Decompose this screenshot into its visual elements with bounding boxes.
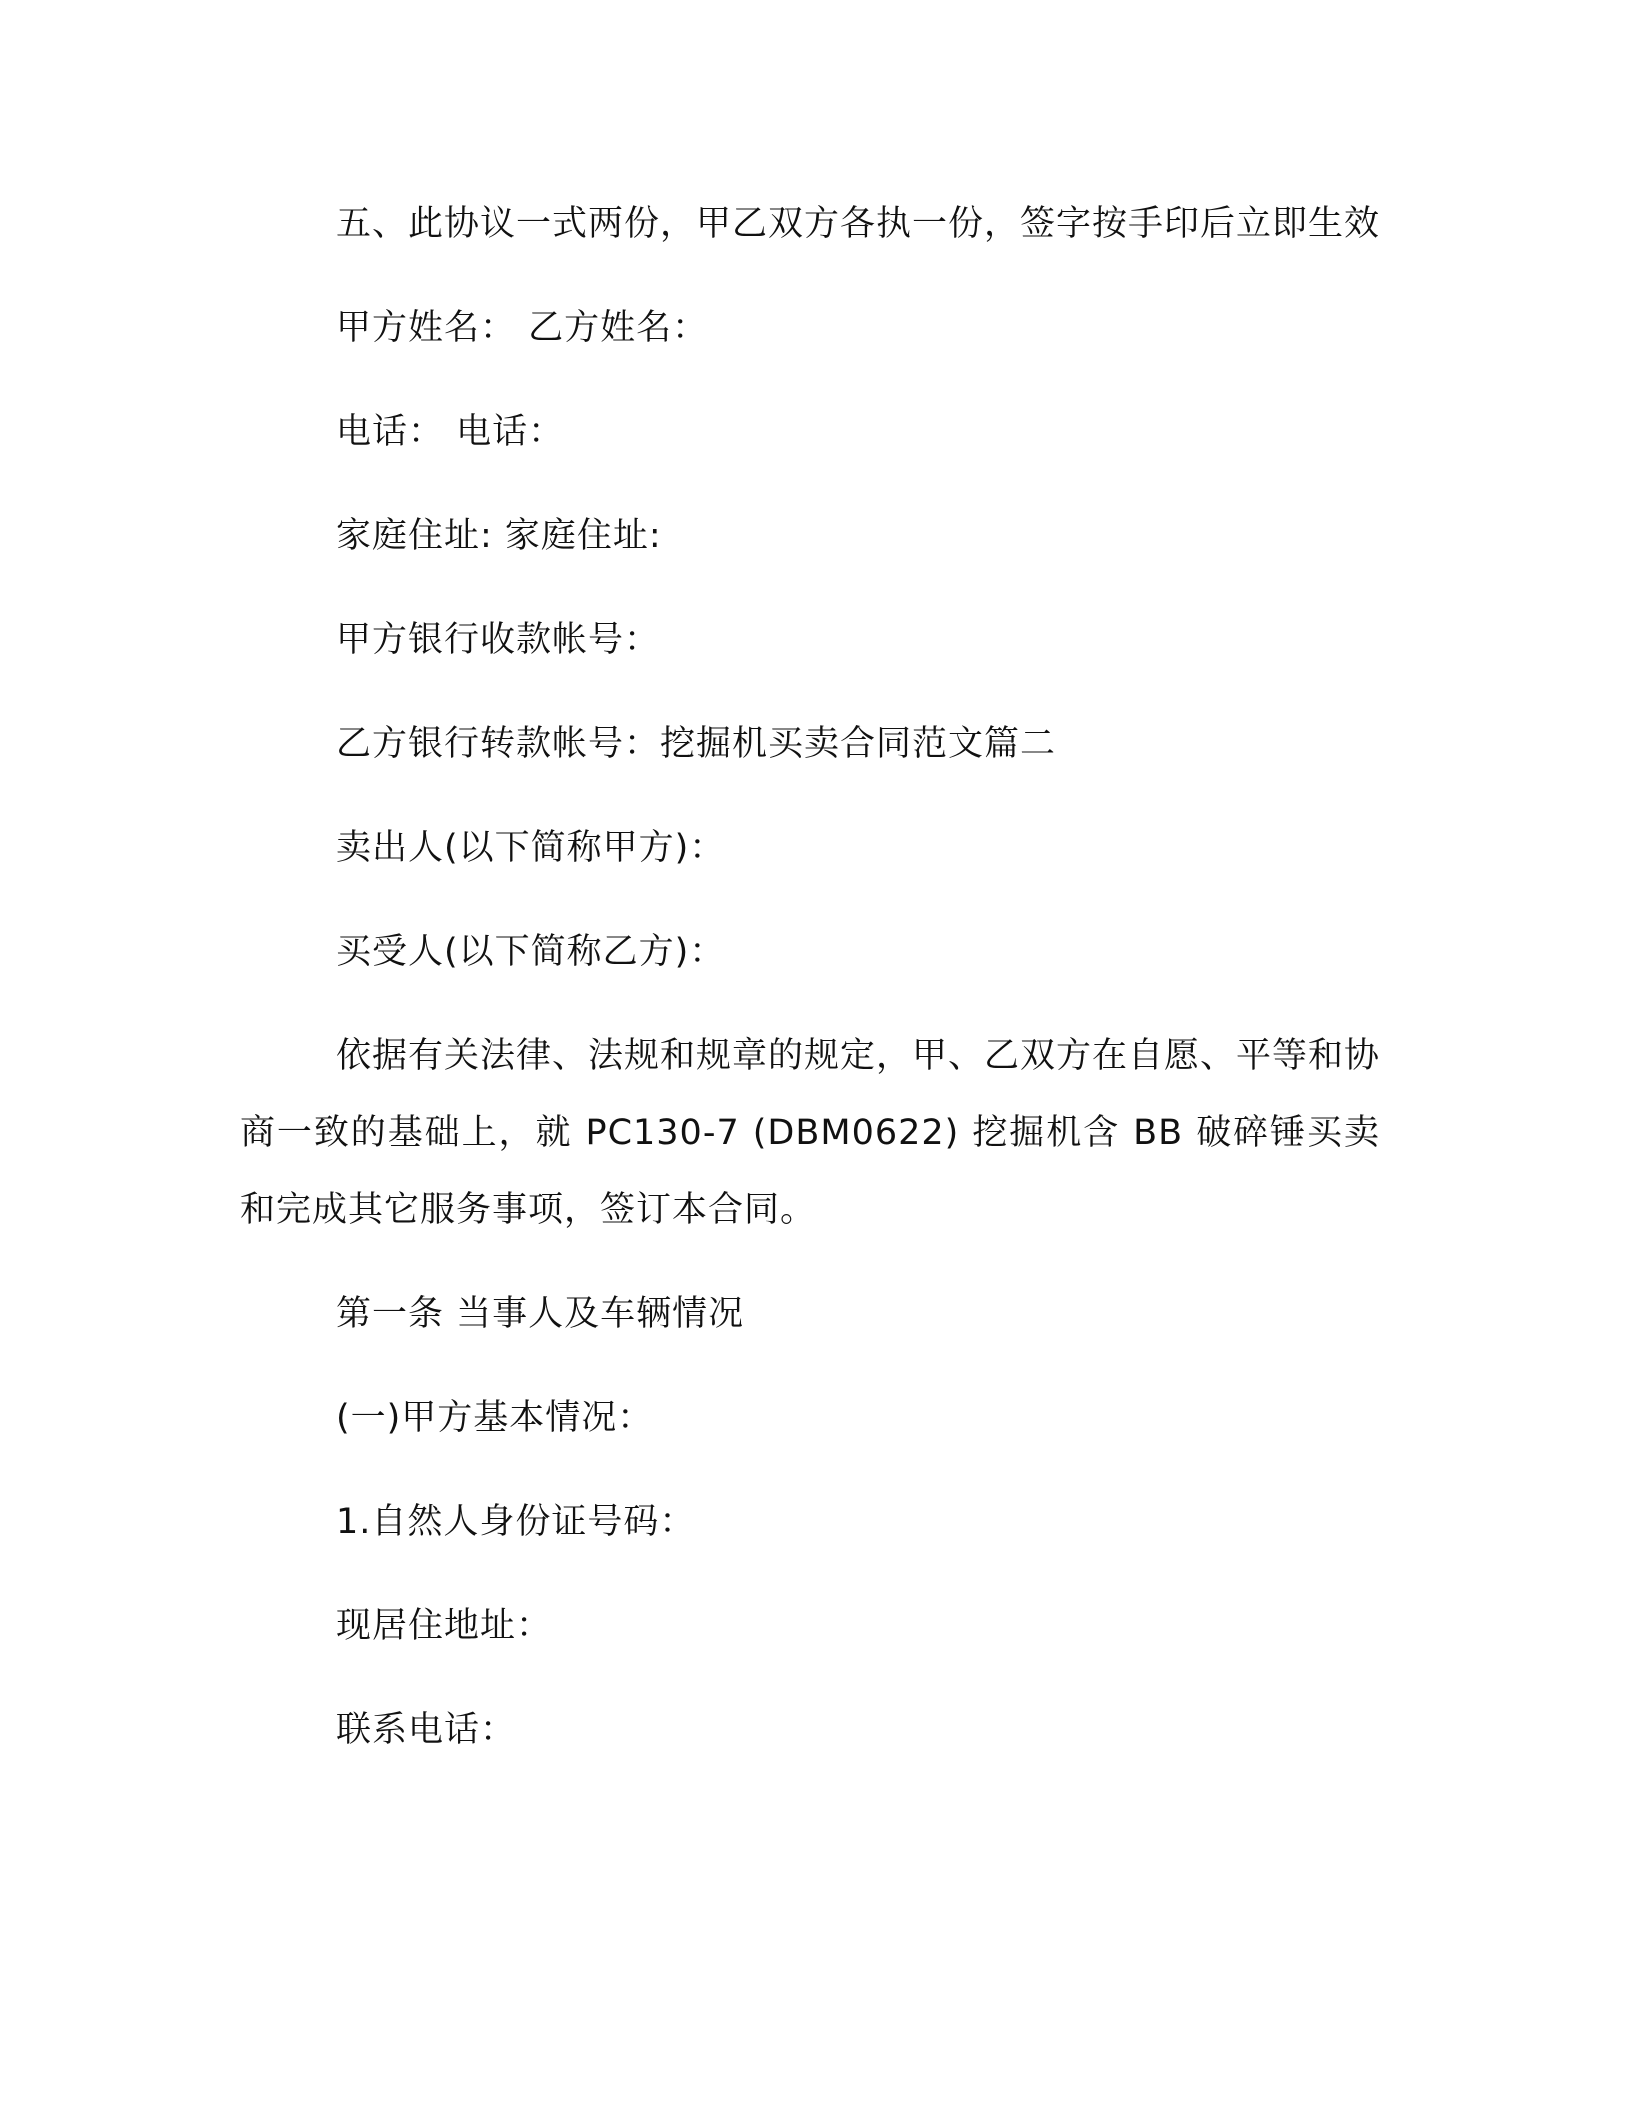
document-body — [240, 186, 1380, 1796]
paragraph-phones: 电话： 电话： — [336, 412, 565, 452]
paragraph-effectiveness-clause: 五、此协议一式两份，甲乙双方各执一份，签字按手印后立即生效 — [336, 204, 1381, 244]
paragraph-id-number: 1.自然人身份证号码： — [336, 1502, 696, 1542]
paragraph-seller: 卖出人(以下简称甲方)： — [336, 828, 726, 868]
paragraph-article-one-heading: 第一条 当事人及车辆情况 — [336, 1294, 745, 1334]
paragraph-contract-basis: 依据有关法律、法规和规章的规定，甲、乙双方在自愿、平等和协商一致的基础上，就 PC130-7 (DBM0622) 挖掘机含 BB 破碎锤买卖和完成其它服务事项，签订本合同。 — [240, 1036, 1381, 1230]
paragraph-buyer: 买受人(以下简称乙方)： — [336, 932, 726, 972]
paragraph-contact-phone: 联系电话： — [336, 1710, 517, 1750]
paragraph-party-a-bank-account: 甲方银行收款帐号： — [336, 620, 661, 660]
paragraph-party-names: 甲方姓名： 乙方姓名： — [336, 308, 709, 348]
paragraph-home-addresses: 家庭住址: 家庭住址: — [336, 516, 662, 556]
paragraph-party-a-basic-info: (一)甲方基本情况： — [336, 1398, 654, 1438]
paragraph-party-b-bank-account: 乙方银行转款帐号：挖掘机买卖合同范文篇二 — [336, 724, 1057, 764]
paragraph-current-address: 现居住地址： — [336, 1606, 553, 1646]
